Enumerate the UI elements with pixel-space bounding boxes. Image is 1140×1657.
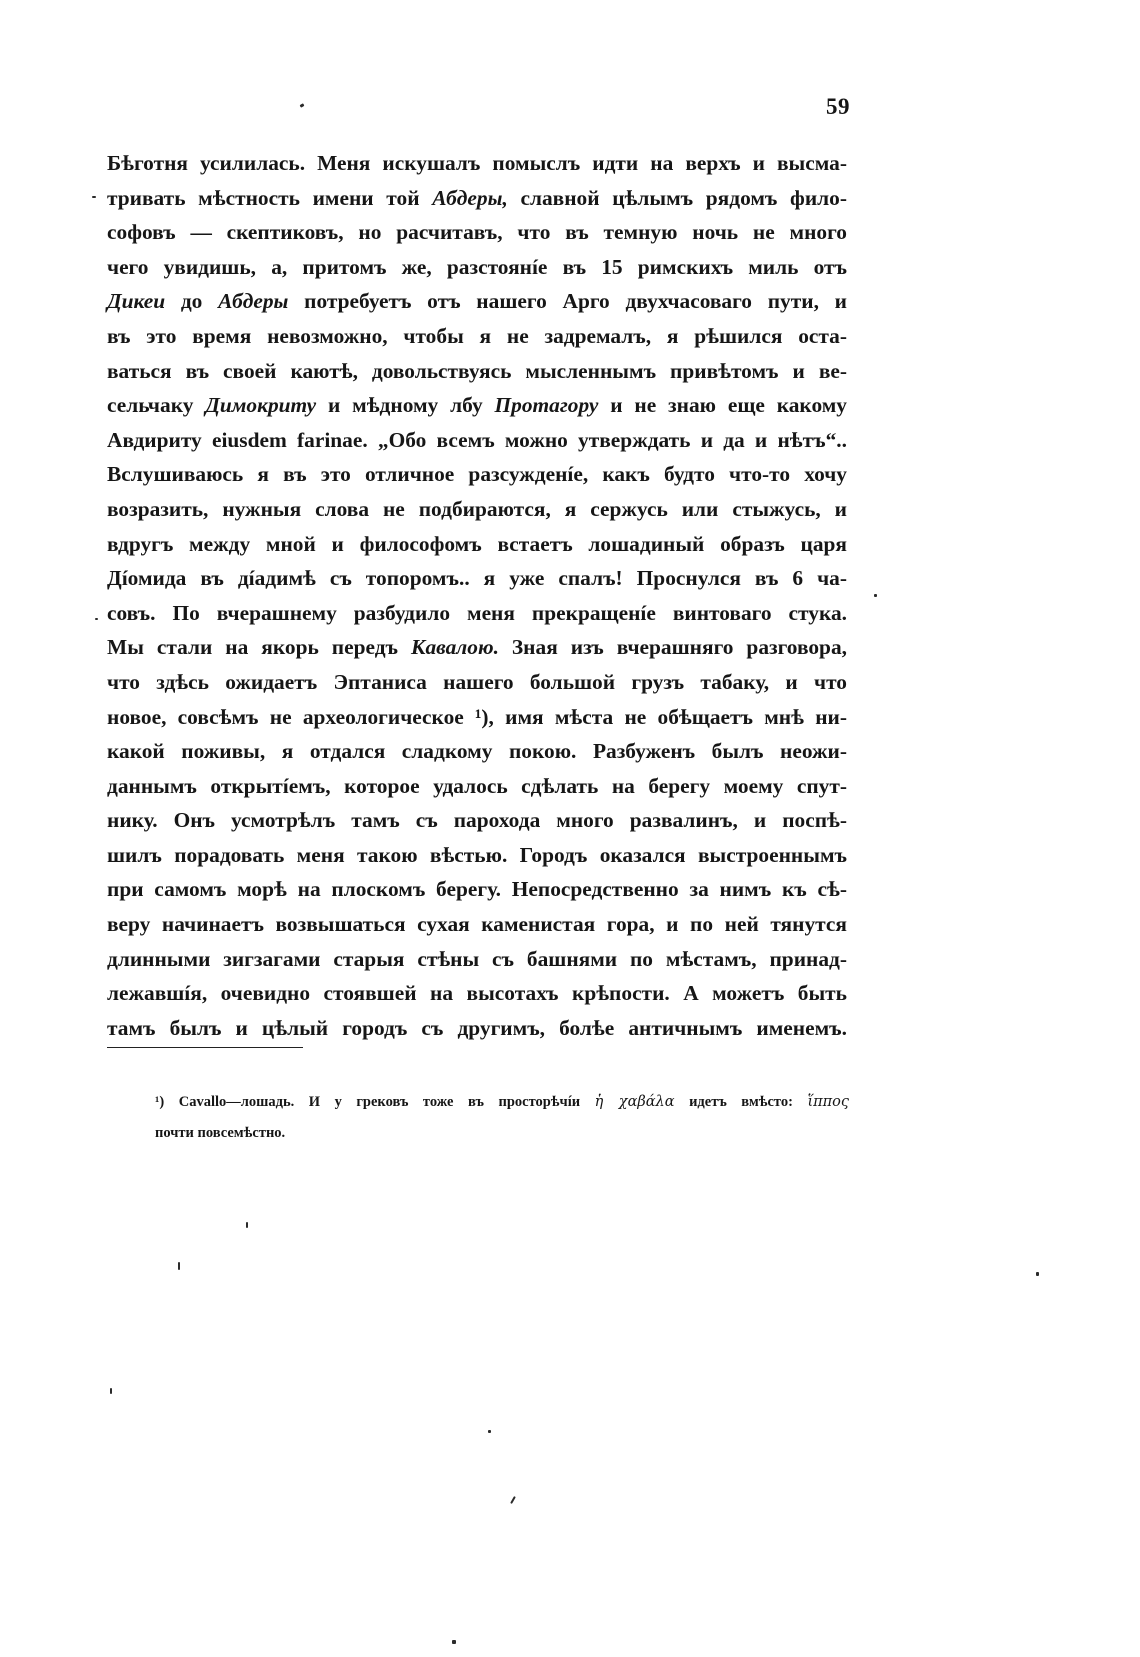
text-line: новое, совсѣмъ не археологическое ¹), имя мѣста не обѣщаетъ мнѣ ни- xyxy=(107,704,847,729)
footnote-greek-b: ἵππος xyxy=(807,1094,850,1110)
text-line: софовъ — скептиковъ, но расчитавъ, что въ темную ночь не много xyxy=(107,220,847,245)
footnote-line-2: почти повсемѣстно. xyxy=(155,1125,286,1141)
italic-name: Димокриту xyxy=(205,393,317,418)
text-line: ваться въ своей каютѣ, довольствуясь мысленнымъ привѣтомъ и ве- xyxy=(107,358,847,383)
text-line: тривать мѣстность имени той Абдеры, славной цѣлымъ рядомъ фило- xyxy=(107,185,847,210)
text-line: возразить, нужныя слова не подбираются, я сержусь или стыжусь, и xyxy=(107,496,847,521)
footnote-text-b: идетъ вмѣсто: xyxy=(689,1094,793,1110)
text-line: лежавшíя, очевидно стоявшей на высотахъ крѣпости. А можетъ быть xyxy=(107,981,847,1006)
text-line: Дикеи до Абдеры потребуетъ отъ нашего Арго двухчасоваго пути, и xyxy=(107,289,847,314)
footnote-line-1 xyxy=(107,1087,849,1118)
italic-name: Абдеры xyxy=(218,289,289,314)
text-line: веру начинаетъ возвышаться сухая каменистая гора, и по ней тянутся xyxy=(107,912,847,937)
footnote-rule xyxy=(107,1047,303,1048)
italic-name: Кавалою. xyxy=(410,635,499,660)
text-line: Мы стали на якорь передъ Кавалою. Зная изъ вчерашняго разговора, xyxy=(107,635,847,660)
text-line: тамъ былъ и цѣлый городъ съ другимъ, болѣе античнымъ именемъ. xyxy=(107,1015,847,1040)
scan-speck xyxy=(510,1496,516,1504)
scan-speck xyxy=(95,618,98,620)
scan-speck xyxy=(178,1262,180,1270)
text-line: даннымъ открытíемъ, которое удалось сдѣлать на берегу моему спут- xyxy=(107,773,847,798)
main-text xyxy=(107,146,847,1045)
scan-speck xyxy=(874,594,877,597)
page-number: 59 xyxy=(826,94,850,119)
italic-name: Абдеры, xyxy=(432,185,508,210)
text-line: вдругъ между мной и философомъ встаетъ лошадиный образъ царя xyxy=(107,531,847,556)
text-line: Бѣготня усилилась. Меня искушалъ помыслъ идти на верхъ и высма- xyxy=(107,151,847,175)
scan-speck xyxy=(1036,1272,1039,1276)
text-line: сельчаку Димокриту и мѣдному лбу Протагору и не знаю еще какому xyxy=(107,393,847,418)
text-line: нику. Онъ усмотрѣлъ тамъ съ парохода много развалинъ, и поспѣ- xyxy=(107,808,847,833)
italic-name: Дикеи xyxy=(107,289,166,314)
text-line: длинными зигзагами старыя стѣны съ башнями по мѣстамъ, принад- xyxy=(107,946,847,971)
scan-speck xyxy=(300,103,305,108)
text-line: чего увидишь, а, притомъ же, разстоянíе въ 15 римскихъ миль отъ xyxy=(107,254,847,279)
text-line: совъ. По вчерашнему разбудило меня прекращенíе винтоваго стука. xyxy=(107,600,847,625)
scan-speck xyxy=(92,196,96,198)
text-line: Дíомида въ дíадимѣ съ топоромъ.. я уже спалъ! Проснулся въ 6 ча- xyxy=(107,566,847,591)
footnote-greek-a: ἡ χαβάλα xyxy=(594,1094,675,1110)
text-line: Авдириту eiusdem farinae. „Обо всемъ можно утверждать и да и нѣтъ“.. xyxy=(107,427,847,452)
scan-speck xyxy=(246,1222,248,1228)
scan-speck xyxy=(452,1640,456,1644)
text-line: въ это время невозможно, чтобы я не задремалъ, я рѣшился оста- xyxy=(107,323,847,348)
text-line: Вслушиваюсь я въ это отличное разсужденíе, какъ будто что-то хочу xyxy=(107,462,847,487)
text-line: что здѣсь ожидаетъ Эптаниса нашего большой грузъ табаку, и что xyxy=(107,669,847,694)
scan-speck xyxy=(488,1430,491,1433)
text-line: шилъ порадовать меня такою вѣстью. Городъ оказался выстроеннымъ xyxy=(107,842,847,867)
italic-name: Протагору xyxy=(494,393,599,418)
footnote-marker: ¹) xyxy=(155,1094,165,1110)
text-line: при самомъ морѣ на плоскомъ берегу. Непосредственно за нимъ къ сѣ- xyxy=(107,877,847,902)
text-line: какой поживы, я отдался сладкому покою. Разбуженъ былъ неожи- xyxy=(107,739,847,764)
footnote-text-a: Cavallo—лошадь. И у грековъ тоже въ просторѣчíи xyxy=(178,1094,581,1110)
footnote xyxy=(107,1087,849,1149)
scan-speck xyxy=(110,1388,112,1394)
